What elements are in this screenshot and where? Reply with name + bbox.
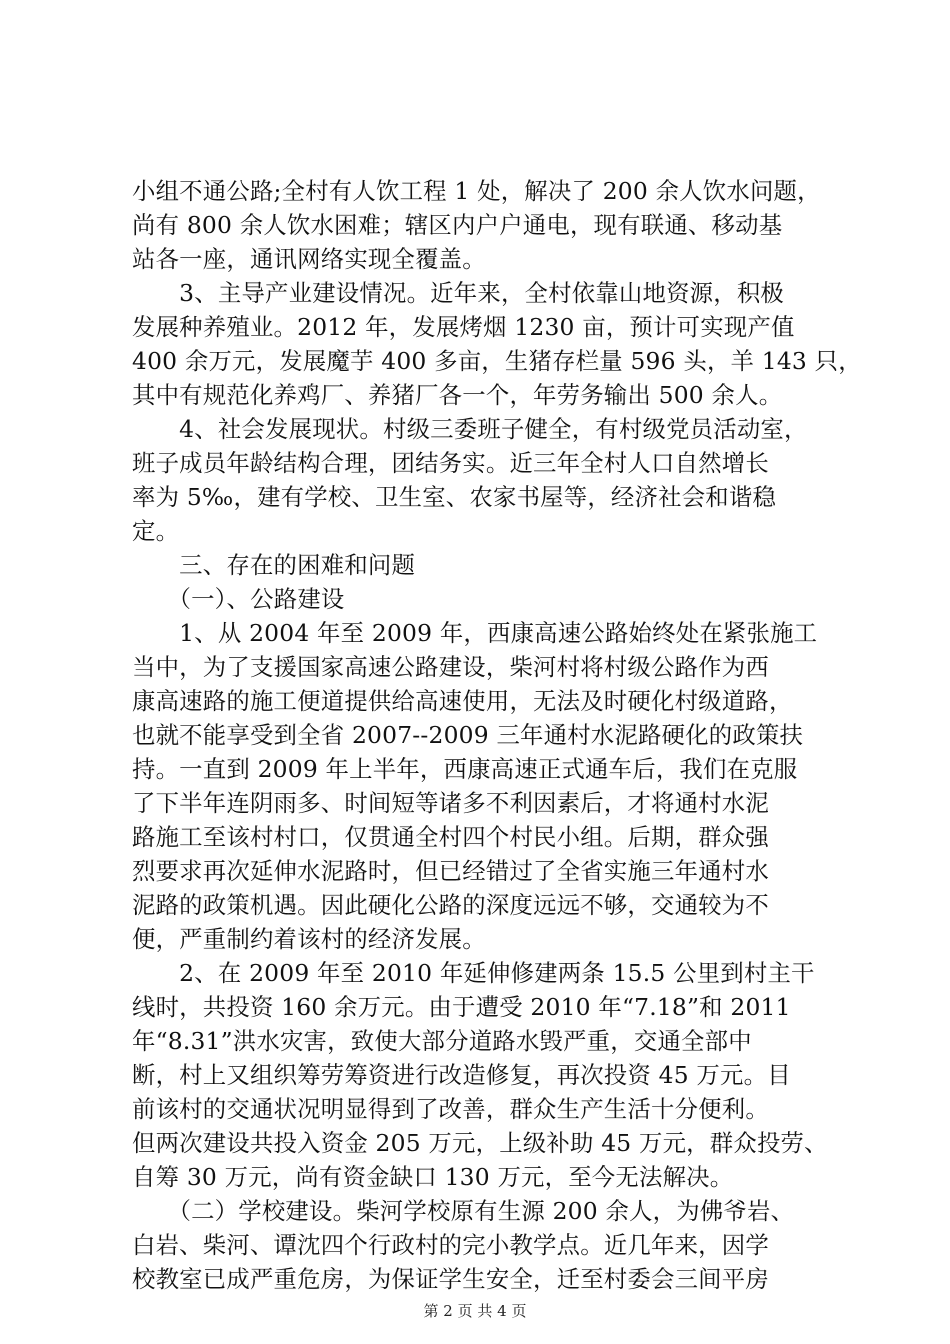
text-line: 便，严重制约着该村的经济发展。 [132,925,486,953]
text-line: 泥路的政策机遇。因此硬化公路的深度远远不够，交通较为不 [132,891,769,919]
text-line: 尚有 800 余人饮水困难；辖区内户户通电，现有联通、移动基 [132,211,783,239]
text-line: 其中有规范化养鸡厂、养猪厂各一个，年劳务输出 500 余人。 [132,381,783,409]
text-line: 断，村上又组织筹劳筹资进行改造修复，再次投资 45 万元。目 [132,1061,791,1089]
text-line: 发展种养殖业。2012 年，发展烤烟 1230 亩，预计可实现产值 [132,313,795,341]
text-line: 3、主导产业建设情况。近年来，全村依靠山地资源，积极 [132,279,785,307]
text-line: 小组不通公路;全村有人饮工程 1 处，解决了 200 余人饮水问题， [132,177,821,205]
text-line: 定。 [132,517,180,545]
section-heading: 三、存在的困难和问题 [132,551,416,579]
text-line: 站各一座，通讯网络实现全覆盖。 [132,245,486,273]
subsection-heading: （一）、公路建设 [132,585,345,613]
text-line: 1、从 2004 年至 2009 年，西康高速公路始终处在紧张施工 [132,619,818,647]
text-line: 自筹 30 万元，尚有资金缺口 130 万元，至今无法解决。 [132,1163,734,1191]
text-line: 年“8.31”洪水灾害，致使大部分道路水毁严重，交通全部中 [132,1027,752,1055]
text-line: 了下半年连阴雨多、时间短等诸多不利因素后，才将通村水泥 [132,789,769,817]
text-line: 率为 5‰，建有学校、卫生室、农家书屋等，经济社会和谐稳 [132,483,777,511]
text-line: 2、在 2009 年至 2010 年延伸修建两条 15.5 公里到村主干 [132,959,815,987]
text-line: 线时，共投资 160 余万元。由于遭受 2010 年“7.18”和 2011 [132,993,791,1021]
text-line: 也就不能享受到全省 2007--2009 三年通村水泥路硬化的政策扶 [132,721,804,749]
text-line: 但两次建设共投入资金 205 万元，上级补助 45 万元，群众投劳、 [132,1129,828,1157]
text-line: 康高速路的施工便道提供给高速使用，无法及时硬化村级道路， [132,687,793,715]
text-line: 烈要求再次延伸水泥路时，但已经错过了全省实施三年通村水 [132,857,769,885]
text-line: 前该村的交通状况明显得到了改善，群众生产生活十分便利。 [132,1095,769,1123]
text-line: 当中，为了支援国家高速公路建设，柴河村将村级公路作为西 [132,653,769,681]
text-line: （二）学校建设。柴河学校原有生源 200 余人，为佛爷岩、 [132,1197,795,1225]
text-line: 400 余万元，发展魔芋 400 多亩，生猪存栏量 596 头，羊 143 只， [132,347,862,375]
text-line: 班子成员年龄结构合理，团结务实。近三年全村人口自然增长 [132,449,769,477]
text-line: 校教室已成严重危房，为保证学生安全，迁至村委会三间平房 [132,1265,769,1293]
page-footer: 第 2 页 共 4 页 [423,1302,527,1320]
text-line: 白岩、柴河、谭沈四个行政村的完小教学点。近几年来，因学 [132,1231,769,1259]
text-line: 持。一直到 2009 年上半年，西康高速正式通车后，我们在克服 [132,755,798,783]
text-line: 路施工至该村村口，仅贯通全村四个村民小组。后期，群众强 [132,823,769,851]
text-line: 4、社会发展现状。村级三委班子健全，有村级党员活动室， [132,415,808,443]
